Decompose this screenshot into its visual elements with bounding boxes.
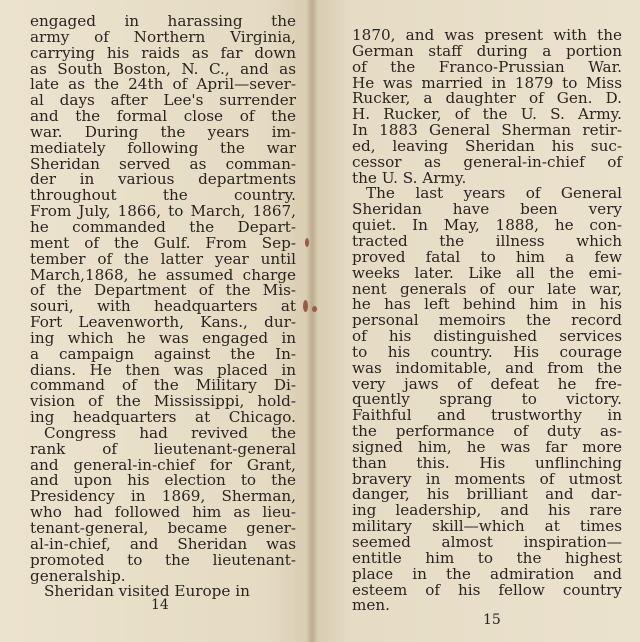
right-page-text xyxy=(352,28,622,614)
text-line: the performance of duty as- xyxy=(352,422,622,441)
text-line: he commanded the Depart- xyxy=(30,217,296,236)
text-line: he has left behind him in his xyxy=(352,295,622,314)
text-line: and upon his election to the xyxy=(30,471,296,490)
left-page-number: 14 xyxy=(151,597,169,613)
text-line: tember of the latter year until xyxy=(30,249,296,268)
text-line: ing headquarters at Chicago. xyxy=(30,408,296,427)
text-line: esteem of his fellow country xyxy=(352,580,622,599)
text-line: In 1883 General Sherman retir- xyxy=(352,121,622,140)
text-line: weeks later. Like all the emi- xyxy=(352,263,622,282)
text-line: carrying his raids as far down xyxy=(30,43,296,62)
text-line: promoted to the lieutenant- xyxy=(30,550,296,569)
text-line: Presidency in 1869, Sherman, xyxy=(30,487,296,506)
right-page-number: 15 xyxy=(483,612,501,628)
text-line: Congress had revived the xyxy=(44,423,296,442)
text-line: than this. His unflinching xyxy=(352,453,622,472)
text-line: a campaign against the In- xyxy=(30,344,296,363)
text-line: Fort Leavenworth, Kans., dur- xyxy=(30,313,296,332)
text-line: March,1868, he assumed charge xyxy=(30,265,296,284)
text-line: danger, his brilliant and dar- xyxy=(352,485,622,504)
left-page xyxy=(0,0,312,642)
text-line: generalship. xyxy=(30,566,126,585)
text-line: H. Rucker, of the U. S. Army. xyxy=(352,105,622,124)
text-line: He was married in 1879 to Miss xyxy=(352,73,622,92)
text-line: as South Boston, N. C., and as xyxy=(30,59,296,78)
text-line: to his country. His courage xyxy=(352,342,622,361)
text-line: Rucker, a daughter of Gen. D. xyxy=(352,89,622,108)
text-line: command of the Military Di- xyxy=(30,376,296,395)
text-line: late as the 24th of April—sever- xyxy=(30,75,296,94)
text-line: signed him, he was far more xyxy=(352,437,622,456)
text-line: rank of lieutenant-general xyxy=(30,439,296,458)
text-line: al days after Lee's surrender xyxy=(30,91,296,110)
text-line: was indomitable, and from the xyxy=(352,358,622,377)
text-line: the U. S. Army. xyxy=(352,168,467,187)
text-line: vision of the Mississippi, hold- xyxy=(30,392,296,411)
text-line: men. xyxy=(352,596,390,615)
text-line: tenant-general, became gener- xyxy=(30,519,296,537)
book-gutter xyxy=(306,0,318,642)
text-line: entitle him to the highest xyxy=(352,548,622,567)
text-line: Sheridan visited Europe in xyxy=(44,582,250,601)
text-line: place in the admiration and xyxy=(352,564,622,583)
text-line: German staff during a portion xyxy=(352,41,622,60)
text-line: ed, leaving Sheridan his suc- xyxy=(352,136,622,155)
text-line: From July, 1866, to March, 1867, xyxy=(30,202,296,221)
text-line: army of Northern Virginia, xyxy=(30,27,296,46)
text-line: ing which he was engaged in xyxy=(30,328,296,347)
text-line: and the formal close of the xyxy=(30,107,296,126)
text-line: der in various departments xyxy=(30,170,296,189)
text-line: military skill—which at times xyxy=(352,517,622,536)
text-line: proved fatal to him a few xyxy=(352,247,622,266)
text-line: The last years of General xyxy=(366,184,622,203)
text-line: personal memoirs the record xyxy=(352,311,622,330)
text-line: of the Department of the Mis- xyxy=(30,281,296,300)
text-line: mediately following the war xyxy=(30,138,296,157)
text-line: ing leadership, and his rare xyxy=(352,501,622,520)
text-line: nent generals of our late war, xyxy=(352,279,622,298)
text-line: souri, with headquarters at xyxy=(30,297,296,316)
text-line: seemed almost inspiration— xyxy=(352,533,622,551)
text-line: dians. He then was placed in xyxy=(30,360,296,379)
text-line: of the Franco-Prussian War. xyxy=(352,57,622,76)
text-line: Sheridan have been very xyxy=(352,200,622,219)
text-line: ment of the Gulf. From Sep- xyxy=(30,233,296,252)
text-line: 1870, and was present with the xyxy=(352,26,622,44)
text-line: bravery in moments of utmost xyxy=(352,469,622,488)
text-line: and general-in-chief for Grant, xyxy=(30,455,296,474)
text-line: of his distinguished services xyxy=(352,327,622,346)
text-line: quiet. In May, 1888, he con- xyxy=(352,216,622,235)
text-line: al-in-chief, and Sheridan was xyxy=(30,534,296,553)
text-line: war. During the years im- xyxy=(30,122,296,141)
text-line: Faithful and trustworthy in xyxy=(352,406,622,425)
text-line: Sheridan served as comman- xyxy=(30,154,296,173)
text-line: throughout the country. xyxy=(30,186,296,205)
text-line: who had followed him as lieu- xyxy=(30,503,296,522)
text-line: engaged in harassing the xyxy=(30,12,296,30)
text-line: quently sprang to victory. xyxy=(352,390,622,409)
text-line: cessor as general-in-chief of xyxy=(352,152,622,171)
left-page-text xyxy=(30,14,296,600)
text-line: very jaws of defeat he fre- xyxy=(352,374,622,393)
text-line: tracted the illness which xyxy=(352,231,622,250)
right-page xyxy=(312,0,640,642)
